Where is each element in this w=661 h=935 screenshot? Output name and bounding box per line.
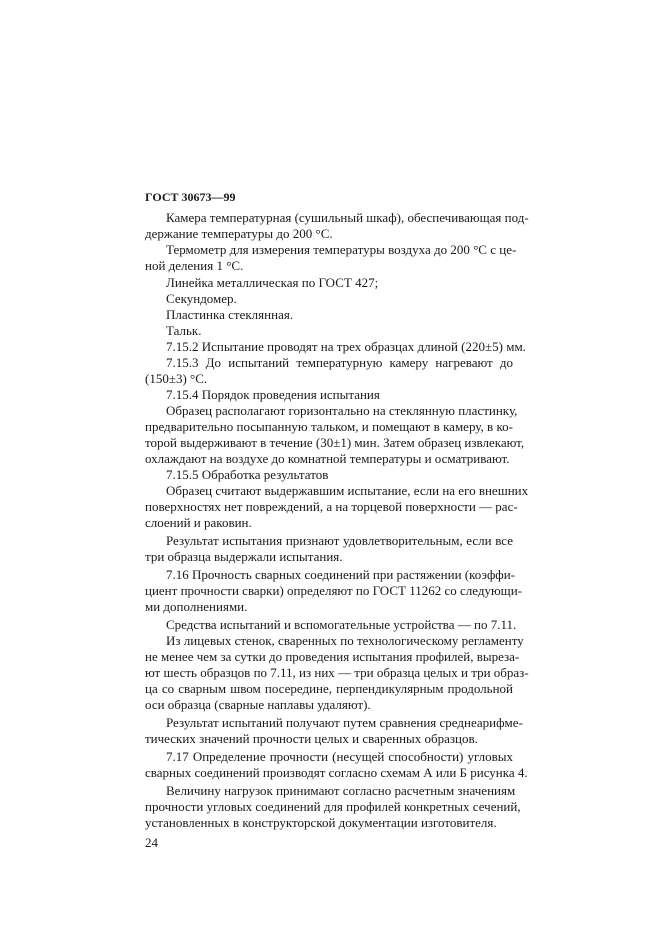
text-line: Термометр для измерения температуры воздуха до 200 °С с це- (166, 242, 517, 257)
text-line: Пластинка стеклянная. (166, 307, 294, 322)
text-line: Результат испытаний получают путем сравнения среднеарифме- (166, 715, 523, 730)
text-line: ми дополнениями. (145, 599, 248, 614)
text-line: 7.17 Определение прочности (несущей способности) угловых (166, 749, 513, 764)
text-line: ца со сварным швом посередине, перпендикулярным продольной (145, 681, 513, 696)
text-line: предварительно посыпанную тальком, и помещают в камеру, в ко- (145, 419, 513, 434)
text-line: Результат испытания признают удовлетворительным, если все (166, 533, 513, 548)
text-line: Образец считают выдержавшим испытание, если на его внешних (166, 483, 529, 498)
text-line: держание температуры до 200 °С. (145, 226, 333, 241)
text-line: Камера температурная (сушильный шкаф), обеспечивающая под- (166, 210, 529, 225)
text-line: охлаждают на воздухе до комнатной температуры и осматривают. (145, 451, 510, 466)
text-line: Из лицевых стенок, сваренных по технологическому регламенту (166, 633, 524, 648)
text-line: Тальк. (166, 323, 202, 338)
text-line: Величину нагрузок принимают согласно расчетным значениям (166, 783, 516, 798)
text-line: сварных соединений производят согласно схемам А или Б рисунка 4. (145, 765, 528, 780)
text-line: прочности угловых соединений для профилей конкретных сечений, (145, 799, 521, 814)
text-line: Образец располагают горизонтально на стеклянную пластинку, (166, 403, 518, 418)
text-line: слоений и раковин. (145, 515, 252, 530)
doc-header: ГОСТ 30673—99 (145, 190, 236, 204)
text-line: ной деления 1 °С. (145, 258, 244, 273)
text-line: (150±3) °С. (145, 371, 208, 386)
text-line: Секундомер. (166, 291, 237, 306)
text-line: Линейка металлическая по ГОСТ 427; (166, 275, 379, 290)
section-heading: 7.15.4 Порядок проведения испытания (166, 387, 380, 402)
text-line: не менее чем за сутки до проведения испытания профилей, выреза- (145, 649, 520, 664)
text-line: 7.15.2 Испытание проводят на трех образцах длиной (220±5) мм. (166, 339, 526, 354)
text-line: 7.15.3 До испытаний температурную камеру нагревают до (166, 355, 513, 370)
text-line: циент прочности сварки) определяют по ГОСТ 11262 со следующи- (145, 583, 522, 598)
text-line: поверхностях нет повреждений, а на торцевой поверхности — рас- (145, 499, 518, 514)
text-line: ют шесть образцов по 7.11, из них — три образца целых и три образ- (145, 665, 529, 680)
section-heading: 7.15.5 Обработка результатов (166, 467, 329, 482)
text-line: три образца выдержали испытания. (145, 549, 343, 564)
text-line: тических значений прочности целых и сваренных образцов. (145, 731, 478, 746)
text-line: 7.16 Прочность сварных соединений при растяжении (коэффи- (166, 567, 515, 582)
text-line: торой выдерживают в течение (30±1) мин. Затем образец извлекают, (145, 435, 525, 450)
page-number: 24 (145, 835, 158, 850)
text-line: Средства испытаний и вспомогательные устройства — по 7.11. (166, 617, 517, 632)
text-line: установленных в конструкторской документации изготовителя. (145, 815, 497, 830)
text-line: оси образца (сварные наплавы удаляют). (145, 697, 371, 712)
